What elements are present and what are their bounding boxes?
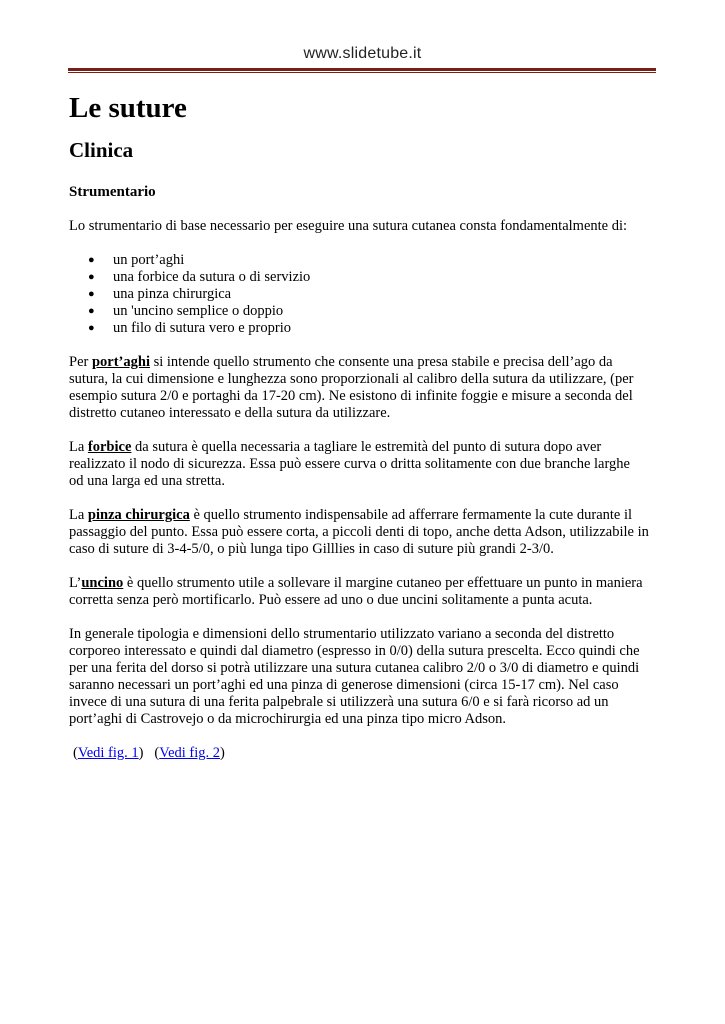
term-pinza: pinza chirurgica [87,507,190,523]
header-divider [68,68,656,73]
term-forbice: forbice [87,439,132,455]
term-portaghi: port’aghi [91,354,150,370]
bullet-icon: ● [88,288,95,300]
figure-links: (Vedi fig. 1) (Vedi fig. 2) [73,745,225,761]
subsection-heading: Strumentario [69,184,156,200]
bullet-icon: ● [88,322,95,334]
list-item: ● un port’aghi [88,252,185,268]
paragraph-portaghi: Per port’aghi si intende quello strumento che consente una presa stabile e precisa dell’ago da sutura, la cui dimensione e lunghezza sono proporzionali al calibro della sutura da utilizzare, (per esempio sutura 2/0 e portaghi da 17-20 cm). Ne esistono di infinite foggie e misure a seconda del distretto cutaneo interessato e della sutura da utilizzare. [69,354,634,421]
header-url: www.slidetube.it [303,45,422,62]
page-title: Le suture [69,92,187,124]
bullet-icon: ● [88,271,95,283]
paragraph-generale: In generale tipologia e dimensioni dello strumentario utilizzato variano a seconda del distretto corporeo interessato e quindi dal diametro (espresso in 0/0) della sutura prescelta. Ecco quindi che per una ferita del dorso si potrà utilizzare una sutura cutanea calibro 2/0 o 3/0 di diametro e quindi saranno necessari un port’aghi ed una pinza di generose dimensioni (circa 15-17 cm). Nel caso invece di una sutura di una ferita palpebrale si utilizzerà una sutura 6/0 e si farà ricorso ad un port’aghi di Castrovejo o da microchirurgia ed una pinza tipo micro Adson. [69,626,640,727]
instrument-list [69,252,659,337]
list-item: ● una forbice da sutura o di servizio [88,269,311,285]
term-uncino: uncino [81,575,124,591]
link-fig-1[interactable]: Vedi fig. 1 [77,745,139,761]
intro-paragraph: Lo strumentario di base necessario per eseguire una sutura cutanea consta fondamentalmente di: [69,218,628,234]
list-item: ● un filo di sutura vero e proprio [88,320,291,336]
list-item: ● un 'uncino semplice o doppio [88,303,284,319]
bullet-icon: ● [88,305,95,317]
paragraph-forbice: La forbice da sutura è quella necessaria a tagliare le estremità del punto di sutura dopo aver realizzato il nodo di sicurezza. Essa può essere curva o dritta solitamente con due branche larghe od una larga ed una stretta. [69,439,630,489]
list-item: ● una pinza chirurgica [88,286,232,302]
section-heading: Clinica [69,138,134,162]
bullet-icon: ● [88,254,95,266]
paragraph-pinza: La pinza chirurgica è quello strumento indispensabile ad afferrare fermamente la cute durante il passaggio del punto. Essa può essere corta, a piccoli denti di topo, anche detta Adson, utilizzabile in caso di suture di 3-4-5/0, o più lunga tipo Gilllies in caso di suture più grandi 2-3/0. [69,507,649,557]
paragraph-uncino: L’uncino è quello strumento utile a sollevare il margine cutaneo per effettuare un punto in maniera corretta senza però mortificarlo. Può essere ad uno o due uncini solitamente a punta acuta. [69,575,643,608]
document-body [69,88,659,762]
link-fig-2[interactable]: Vedi fig. 2 [159,745,221,761]
